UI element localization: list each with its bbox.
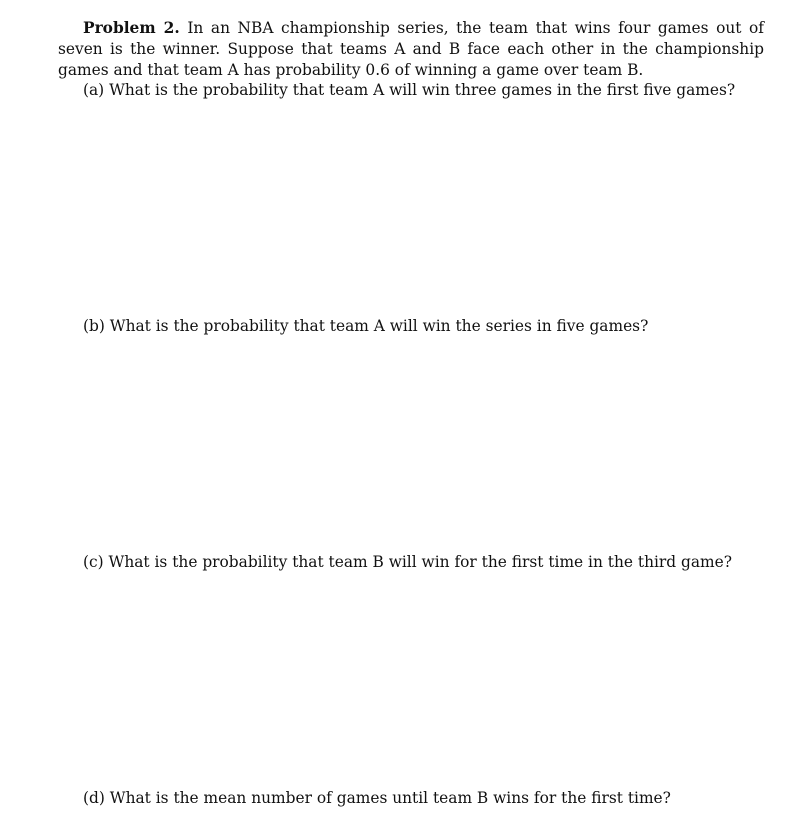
problem-statement <box>58 18 764 81</box>
question-part-b: (b) What is the probability that team A will win the series in five games? <box>83 317 649 335</box>
question-part-d: (d) What is the mean number of games until team B wins for the first time? <box>83 789 671 807</box>
problem-text: In an NBA championship series, the team that wins four games out of seven is the winner. Suppose that teams A and B face each other in the championship games and that team A has probability 0.6 of winning a game over team B. <box>58 19 764 79</box>
problem-label: Problem 2. <box>83 19 180 37</box>
question-part-c: (c) What is the probability that team B will win for the first time in the third game? <box>83 553 732 571</box>
question-part-a: (a) What is the probability that team A will win three games in the first five games? <box>83 81 736 99</box>
